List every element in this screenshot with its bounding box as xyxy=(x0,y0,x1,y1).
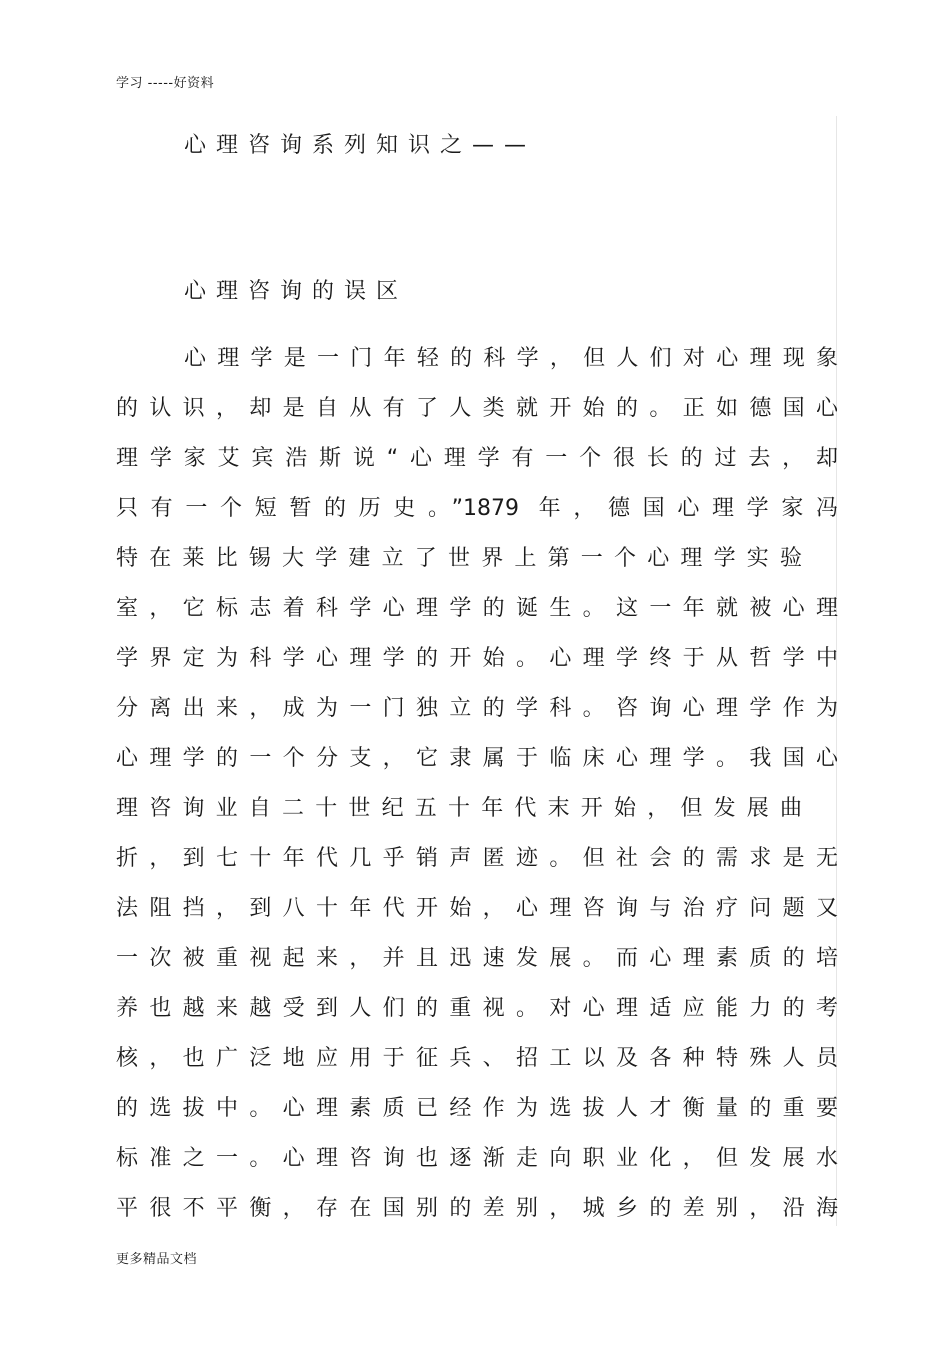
body-line: 心理学是一门年轻的科学，但人们对心理现象 xyxy=(184,346,838,371)
body-line: 分离出来，成为一门独立的学科。咨询心理学作为 xyxy=(116,696,838,721)
body-line: 养也越来越受到人们的重视。对心理适应能力的考 xyxy=(116,996,838,1021)
body-line: 学界定为科学心理学的开始。心理学终于从哲学中 xyxy=(116,646,838,671)
body-line: 理学家艾宾浩斯说“心理学有一个很长的过去，却 xyxy=(116,446,838,471)
body-line: 室，它标志着科学心理学的诞生。这一年就被心理 xyxy=(116,596,838,621)
body-line: 核，也广泛地应用于征兵、招工以及各种特殊人员 xyxy=(116,1046,838,1071)
body-line: 心理学的一个分支，它隶属于临床心理学。我国心 xyxy=(116,746,838,771)
body-line: 法阻挡，到八十年代开始，心理咨询与治疗问题又 xyxy=(116,896,838,921)
body-line: 一次被重视起来，并且迅速发展。而心理素质的培 xyxy=(116,946,838,971)
page-footer: 更多精品文档 xyxy=(116,1252,198,1267)
body-paragraph xyxy=(116,334,838,1234)
body-line: 只有一个短暂的历史。”1879 年，德国心理学家冯 xyxy=(116,496,838,521)
body-line: 的选拔中。心理素质已经作为选拔人才衡量的重要 xyxy=(116,1096,838,1121)
body-line: 折，到七十年代几乎销声匿迹。但社会的需求是无 xyxy=(116,846,838,871)
body-line: 平很不平衡，存在国别的差别，城乡的差别，沿海 xyxy=(116,1196,838,1221)
article-title: 心理咨询的误区 xyxy=(184,279,409,304)
body-line: 特在莱比锡大学建立了世界上第一个心理学实验 xyxy=(116,546,802,571)
body-line: 的认识，却是自从有了人类就开始的。正如德国心 xyxy=(116,396,838,421)
series-title: 心理咨询系列知识之—— xyxy=(184,133,537,158)
body-line: 标准之一。心理咨询也逐渐走向职业化，但发展水 xyxy=(116,1146,838,1171)
body-line: 理咨询业自二十世纪五十年代末开始，但发展曲 xyxy=(116,796,802,821)
page-header: 学习 -----好资料 xyxy=(116,76,215,91)
